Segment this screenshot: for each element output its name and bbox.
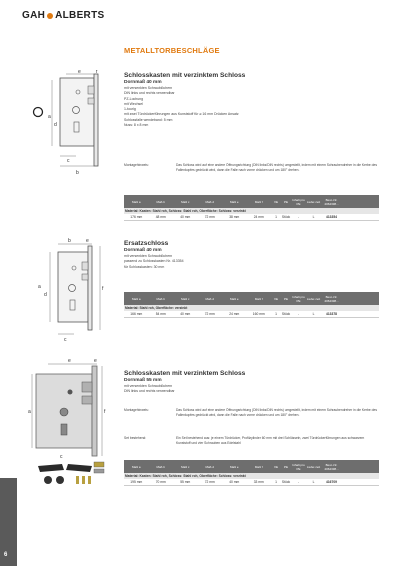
product-3-subtitle: Dornmaß 55 mm [124,378,162,383]
table-cell: 160 mm [252,312,265,316]
product-2-title: Ersatzschloss [124,240,169,247]
table-cell: - [297,215,300,219]
brand-dot-icon [47,13,53,19]
article-number: 413378 [325,312,337,316]
table-cell: 24 mm [229,312,240,316]
product-1-line: 1-tourig [124,107,136,112]
section-title: METALLTORBESCHLÄGE [124,46,220,55]
table-cell: L [312,312,315,316]
brand-left: GAH [22,10,46,21]
product-2-line: mit versenkten Schraublöchern [124,254,173,258]
svg-text:f: f [96,70,98,75]
table-cell: - [297,480,300,484]
svg-text:a: a [48,114,51,120]
svg-text:b: b [76,170,79,176]
note-label: Montagehinweis: [124,408,149,412]
product-1-line: PZ-Lochung [124,96,144,101]
material-row: Material: Kasten: Stahl roh, Schloss: Stahl roh, Oberfläche: Schloss: verzinkt [124,473,379,479]
header-cell: Maß e [229,199,239,204]
header-cell: Maß c [181,199,190,204]
header-cell: Liefer-zeit [306,199,321,204]
header-cell: Maß f [254,296,263,301]
product-2-drawing [30,238,110,343]
note-label: Montagehinweis: [124,163,149,167]
table-row [124,311,379,318]
product-3-line: DIN links und rechts verwendbar [124,389,175,394]
table-cell: 166 mm [130,312,143,316]
note-text: Das Schloss wird auf eine andere Öffnungsrichtung (DIN links/DIN rechts) umgestellt, indem mit einem Schraubendreher in die Kerbe des Fallenkopfes gedrückt wird, dann die Falle nach vorne drücken und um 180° drehen. [176,163,377,172]
product-1-line: mit zwei Türdrückerführungen aus Kunststoff für ⌀ 16 mm Drücken Ansatz [124,112,239,117]
table-cell: - [297,312,300,316]
table-cell: 38 mm [229,215,240,219]
svg-text:c: c [67,158,70,164]
table-cell: 176 mm [130,215,143,219]
header-cell: Best.-Nr. 4064338... [324,294,339,303]
svg-text:d: d [54,122,57,128]
product-1-line: mit versenkten Schraublöchern [124,86,173,90]
article-number: 416709 [325,480,337,484]
header-cell: Best.-Nr. 4064338... [324,197,339,206]
product-1-title: Schlosskasten mit verzinktem Schloss [124,72,246,79]
product-3-line: mit versenkten Schraublöchern [124,384,173,388]
product-1-table [124,195,379,221]
svg-text:e: e [86,238,89,244]
table-cell: 40 mm [180,215,191,219]
table-cell: 33 mm [253,480,264,484]
header-cell: Inhalt pro PE [292,294,305,303]
table-cell: 48 mm [155,215,166,219]
header-cell: Maß f [254,464,263,469]
material-row: Material: Stahl roh, Oberfläche: verzinkt [124,305,379,311]
product-2-line: für Schlosskasten: 30 mm [124,264,165,269]
header-cell: Best.-Nr. 4064338... [324,462,339,471]
table-cell: 1 [275,480,277,484]
svg-text:e: e [78,70,81,75]
table-cell: Stück [281,215,291,219]
note-text: Ein Set bestehend aus: je einem Türdrücker, Profilzylinder 60 mm mit drei Schlüsseln, zwei Türdrückerführungen aus schwarzem Kunststoff und vier Schrauben aus Edelstahl [176,436,365,445]
header-cell: PE [283,296,288,301]
brand-right: ALBERTS [55,10,105,21]
table-cell: Stück [281,312,291,316]
product-2-line: passend zu Schlosskasten Nr. 413354 [124,259,184,264]
table-cell: 40 mm [180,312,191,316]
product-3-set-note [124,436,379,446]
header-cell: Maß d [205,464,214,469]
header-cell: VE [273,199,278,204]
product-3-title: Schlosskasten mit verzinktem Schloss [124,370,246,377]
table-cell: 54 mm [155,312,166,316]
table-cell: 24 mm [253,215,264,219]
header-cell: Maß d [205,199,214,204]
product-1-drawing [30,70,110,185]
table-cell: 72 mm [204,215,215,219]
product-1-note [124,163,379,173]
table-cell: Stück [281,480,291,484]
table-cell: 1 [275,312,277,316]
header-cell: Maß b [156,464,165,469]
header-cell: PE [283,199,288,204]
header-cell: Maß e [229,296,239,301]
brand-logo [22,10,104,21]
table-header [124,195,379,208]
header-cell: VE [273,464,278,469]
svg-text:f: f [102,286,104,292]
product-1-subtitle: Dornmaß 40 mm [124,80,162,85]
svg-text:a: a [28,409,31,415]
header-cell: Maß d [205,296,214,301]
table-cell: 72 mm [204,480,215,484]
article-number: 413354 [325,215,337,219]
product-2-table [124,292,379,318]
product-1-line: Nuss: 8 x 8 mm [124,123,149,128]
product-3-header [124,370,245,395]
table-header [124,460,379,473]
table-cell: 55 mm [180,480,191,484]
svg-text:d: d [44,292,47,298]
header-cell: Inhalt pro PE [292,462,305,471]
svg-text:f: f [104,409,106,415]
header-cell: VE [273,296,278,301]
header-cell: Liefer-zeit [306,464,321,469]
header-cell: Maß e [229,464,239,469]
header-cell: Maß a [131,199,141,204]
header-cell: Maß c [181,296,190,301]
table-cell: L [312,215,315,219]
product-3-drawing [28,358,120,490]
table-row [124,214,379,221]
header-cell: Maß c [181,464,190,469]
table-cell: 195 mm [130,480,143,484]
table-cell: 40 mm [229,480,240,484]
table-cell: L [312,480,315,484]
header-cell: Liefer-zeit [306,296,321,301]
material-row: Material: Kasten: Stahl roh, Schloss: Stahl roh, Oberfläche: Schloss: verzinkt [124,208,379,214]
product-3-note [124,408,379,418]
header-cell: Maß f [254,199,263,204]
note-label: Set bestehend: [124,436,147,440]
table-row [124,479,379,486]
page-side-bar [0,478,17,566]
product-1-line: mit Wechsel [124,101,143,106]
header-cell: Maß b [156,199,165,204]
table-cell: 1 [275,215,277,219]
svg-text:c: c [60,454,63,460]
header-cell: Inhalt pro PE [292,197,305,206]
product-2-subtitle: Dornmaß 40 mm [124,248,162,253]
table-header [124,292,379,305]
product-1-line: DIN links und rechts verwendbar [124,91,175,96]
svg-text:c: c [64,337,67,343]
svg-text:a: a [38,284,41,290]
note-text: Das Schloss wird auf eine andere Öffnungsrichtung (DIN links/DIN rechts) umgestellt, indem mit einem Schraubendreher in die Kerbe des Fallenkopfes gedrückt wird, dann die Falle nach vorne drücken und um 180° drehen. [176,408,377,417]
table-cell: 72 mm [204,312,215,316]
product-3-table [124,460,379,486]
header-cell: Maß a [131,296,141,301]
product-2-header [124,240,184,270]
table-cell: 70 mm [155,480,166,484]
header-cell: Maß a [131,464,141,469]
svg-text:b: b [68,238,71,244]
product-1-header [124,72,245,128]
svg-text:e: e [68,358,71,364]
product-1-line: Schlossfalle wendeband: 5 mm [124,117,173,122]
page-number: 6 [4,552,8,558]
header-cell: PE [283,464,288,469]
header-cell: Maß b [156,296,165,301]
svg-text:e: e [94,358,97,364]
